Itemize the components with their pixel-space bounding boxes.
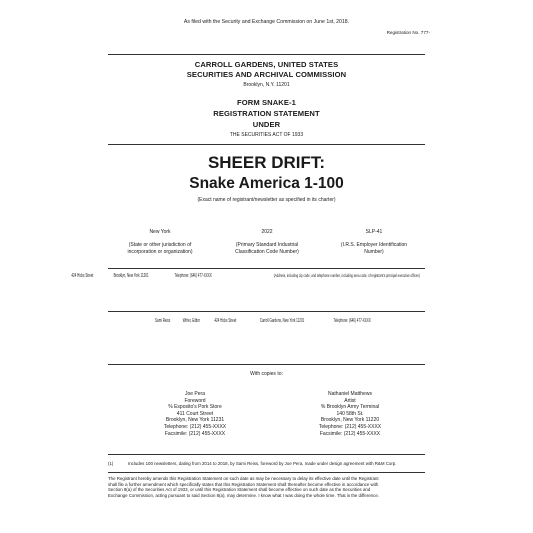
section-rule-2 — [108, 268, 425, 269]
footnote-marker: (1) — [108, 461, 114, 466]
copy-1-name: Joe Pera — [184, 391, 205, 397]
field-ein-caption-1: (I.R.S. Employer Identification — [340, 242, 408, 249]
registrant-caption: (Exact name of registrant/newsletter as specified in its charter) — [197, 197, 336, 203]
commission-line-2: SECURITIES AND ARCHIVAL COMMISSION — [186, 70, 347, 79]
copy-1-phone: Telephone: (212) 455-XXXX — [163, 423, 227, 430]
footnote-text: Includes 100 newsletters, dating from 2014 to 2018, by Sami Reiss, foreword by Joe Pera, made under design agreement with R&M Corp. — [128, 461, 397, 466]
address-street: 424 Hicks Street — [71, 273, 94, 279]
copy-2-care: % Brooklyn Army Terminal — [320, 404, 380, 411]
copy-2-fax: Facsimile: (212) 455-XXXX — [319, 430, 381, 437]
field-ein-value: SLP-41 — [365, 229, 383, 235]
copy-2-phone: Telephone: (212) 455-XXXX — [318, 423, 382, 430]
disclaimer-line-3: Section 8(a) of the Securities Act of 1933, or until this Registration Statement shall become effective on such date as the Securities and — [108, 487, 371, 493]
section-rule-6 — [108, 472, 425, 473]
agent-role: Writer, Editor — [182, 318, 200, 324]
agent-name: Sami Reiss — [155, 318, 171, 324]
field-sic-caption-1: (Primary Standard Industrial — [235, 242, 299, 249]
field-ein-caption-2: Number) — [364, 248, 384, 255]
field-sic — [215, 229, 319, 255]
address-caption: (Address, including zip code, and telephone number, including area code, of registrant's principal executive offices) — [274, 274, 421, 279]
copy-2-city: Brooklyn, New York 11220 — [320, 417, 380, 424]
disclaimer-line-1: The Registrant hereby amends this Registration Statement on such date as may be necessary to delay its effective date until the Registrant — [108, 476, 379, 481]
copy-1-city: Brooklyn, New York 11231 — [165, 417, 225, 424]
address-city: Brooklyn, New York 11201 — [113, 273, 149, 279]
field-state — [110, 229, 210, 255]
section-rule-3 — [108, 311, 425, 312]
copy-1-role: Foreword — [184, 397, 206, 404]
registration-number: Registration No. 777- — [386, 30, 430, 35]
agent-street: 424 Hicks Street — [214, 318, 237, 324]
top-rule — [108, 54, 425, 55]
copies-label: With copies to: — [250, 371, 283, 377]
registrant-title: SHEER DRIFT: — [207, 153, 326, 172]
address-phone: Telephone: (646) 477-XXXX — [174, 273, 212, 279]
disclaimer-line-4: Exchange Commission, acting pursuant to said Section 8(a), may determine. I know what I was doing the whole time. That is the difference. — [108, 492, 379, 498]
field-sic-caption-2: Classification Code Number) — [235, 248, 299, 255]
commission-city: Brooklyn, N.Y. 11201 — [243, 82, 290, 88]
section-rule-5 — [108, 454, 425, 455]
agent-city: Carroll Gardens, New York 11201 — [259, 318, 305, 324]
form-name: FORM SNAKE-1 — [237, 98, 296, 107]
agent-block — [0, 318, 533, 325]
address-block — [0, 273, 533, 281]
copy-1-care: % Esposito's Pork Store — [168, 404, 222, 411]
form-under: UNDER — [252, 120, 281, 129]
field-ein — [322, 229, 426, 255]
field-state-caption-2: incorporation or organization) — [127, 248, 193, 255]
copy-1-fax: Facsimile: (212) 455-XXXX — [164, 430, 226, 437]
disclaimer-block — [108, 476, 426, 498]
disclaimer-line-2: shall file a further amendment which specifically states that this Registration Statement shall thereafter become effective in accordance with — [108, 481, 379, 487]
agent-phone: Telephone: (646) 477-XXXX — [333, 318, 371, 324]
copy-recipient-1 — [140, 391, 250, 437]
copy-1-street: 411 Court Street — [176, 410, 214, 417]
form-type: REGISTRATION STATEMENT — [213, 109, 320, 118]
copy-recipient-2 — [290, 391, 410, 437]
copy-2-role: Artist — [344, 397, 356, 404]
section-rule-1 — [108, 144, 425, 145]
section-rule-4 — [108, 364, 425, 365]
field-state-value: New York — [149, 229, 171, 235]
copy-2-street: 140 58th St. — [336, 410, 364, 417]
commission-line-1: CARROLL GARDENS, UNITED STATES — [194, 60, 339, 69]
registrant-subtitle: Snake America 1-100 — [189, 175, 344, 192]
form-act: THE SECURITIES ACT OF 1933 — [229, 132, 304, 138]
copy-2-name: Nathaniel Matthews — [328, 391, 372, 397]
field-state-caption-1: (State or other jurisdiction of — [128, 242, 192, 249]
filing-note: As filed with the Security and Exchange Commission on June 1st, 2018. — [183, 19, 350, 25]
field-sic-value: 2022 — [261, 229, 273, 235]
